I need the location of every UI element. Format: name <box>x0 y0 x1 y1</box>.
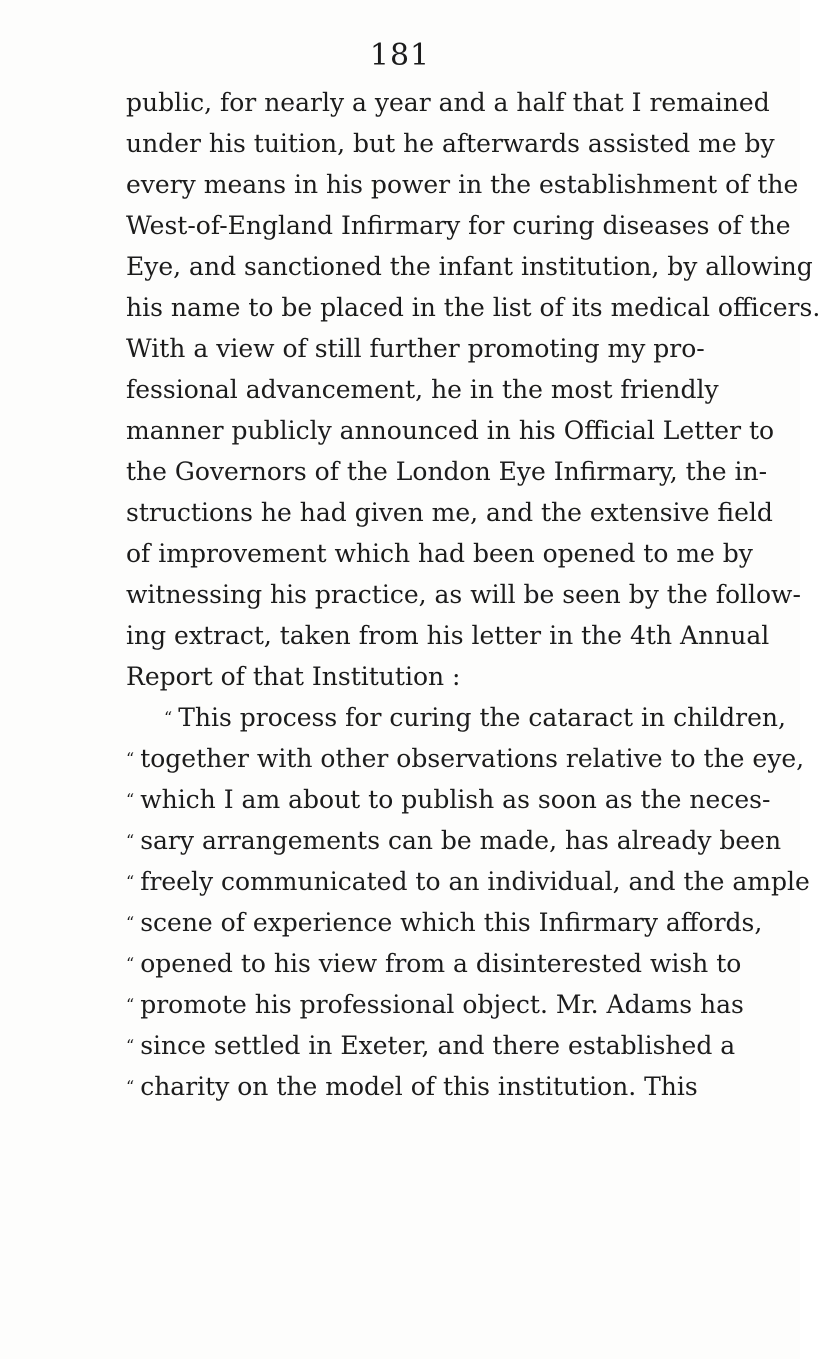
quote-mark: “ <box>126 749 135 768</box>
text-line-content: public, for nearly a year and a half that I remained <box>126 88 770 117</box>
page-number: 181 <box>369 38 431 73</box>
text-line-content: structions he had given me, and the extensive field <box>126 498 773 527</box>
text-line-content: manner publicly announced in his Official Letter to <box>126 416 775 445</box>
text-line <box>126 574 801 615</box>
text-line <box>126 451 768 492</box>
quote-mark: “ <box>126 995 135 1014</box>
text-line <box>126 1025 736 1066</box>
text-line-content: under his tuition, but he afterwards assisted me by <box>126 129 775 158</box>
text-line <box>126 943 742 984</box>
text-line-content: his name to be placed in the list of its medical officers. <box>126 293 820 322</box>
quote-mark: “ <box>126 1036 135 1055</box>
text-line-content: freely communicated to an individual, and the ample <box>140 867 810 896</box>
text-line-content: which I am about to publish as soon as the neces- <box>140 785 771 814</box>
text-line <box>126 164 799 205</box>
text-line <box>126 287 820 328</box>
quote-mark: “ <box>126 790 135 809</box>
text-line <box>126 902 763 943</box>
text-line <box>126 1066 698 1107</box>
text-line-content: Report of that Institution : <box>126 662 461 691</box>
text-line-content: With a view of still further promoting my pro- <box>126 334 705 363</box>
quote-mark: “ <box>126 1077 135 1096</box>
text-line-content: since settled in Exeter, and there established a <box>140 1031 736 1060</box>
text-line-content: promote his professional object. Mr. Adams has <box>140 990 744 1019</box>
text-line-content: witnessing his practice, as will be seen by the follow- <box>126 580 801 609</box>
text-line <box>126 492 773 533</box>
text-line <box>126 656 686 697</box>
text-line-content: the Governors of the London Eye Infirmary, the in- <box>126 457 768 486</box>
text-line-content: scene of experience which this Infirmary affords, <box>140 908 763 937</box>
text-line <box>126 328 705 369</box>
text-line <box>126 697 786 738</box>
text-line <box>126 533 753 574</box>
text-line-content: ing extract, taken from his letter in the 4th Annual <box>126 621 770 650</box>
text-line <box>126 369 719 410</box>
text-line <box>126 820 782 861</box>
quote-mark: “ <box>126 913 135 932</box>
text-line-content: sary arrangements can be made, has already been <box>140 826 782 855</box>
text-line-content: charity on the model of this institution. This <box>140 1072 698 1101</box>
text-line <box>126 861 810 902</box>
text-line <box>126 82 770 123</box>
text-line-content: Eye, and sanctioned the infant institution, by allowing <box>126 252 813 281</box>
quote-mark: “ <box>126 872 135 891</box>
text-line-content: This process for curing the cataract in children, <box>178 703 786 732</box>
text-line-content: West-of-England Infirmary for curing diseases of the <box>126 211 791 240</box>
text-line <box>126 738 805 779</box>
text-line <box>126 984 744 1025</box>
text-line-content: together with other observations relative to the eye, <box>140 744 805 773</box>
text-line <box>126 123 775 164</box>
text-line <box>126 205 791 246</box>
text-line-content: fessional advancement, he in the most friendly <box>126 375 719 404</box>
text-line-content: of improvement which had been opened to me by <box>126 539 753 568</box>
body-text <box>126 82 820 1107</box>
quote-mark: “ <box>126 954 135 973</box>
quote-mark: “ <box>164 708 173 727</box>
text-line <box>126 615 770 656</box>
text-line <box>126 246 813 287</box>
text-line-content: every means in his power in the establishment of the <box>126 170 799 199</box>
text-line <box>126 410 775 451</box>
text-line <box>126 779 771 820</box>
text-line-content: opened to his view from a disinterested wish to <box>140 949 742 978</box>
quote-mark: “ <box>126 831 135 850</box>
